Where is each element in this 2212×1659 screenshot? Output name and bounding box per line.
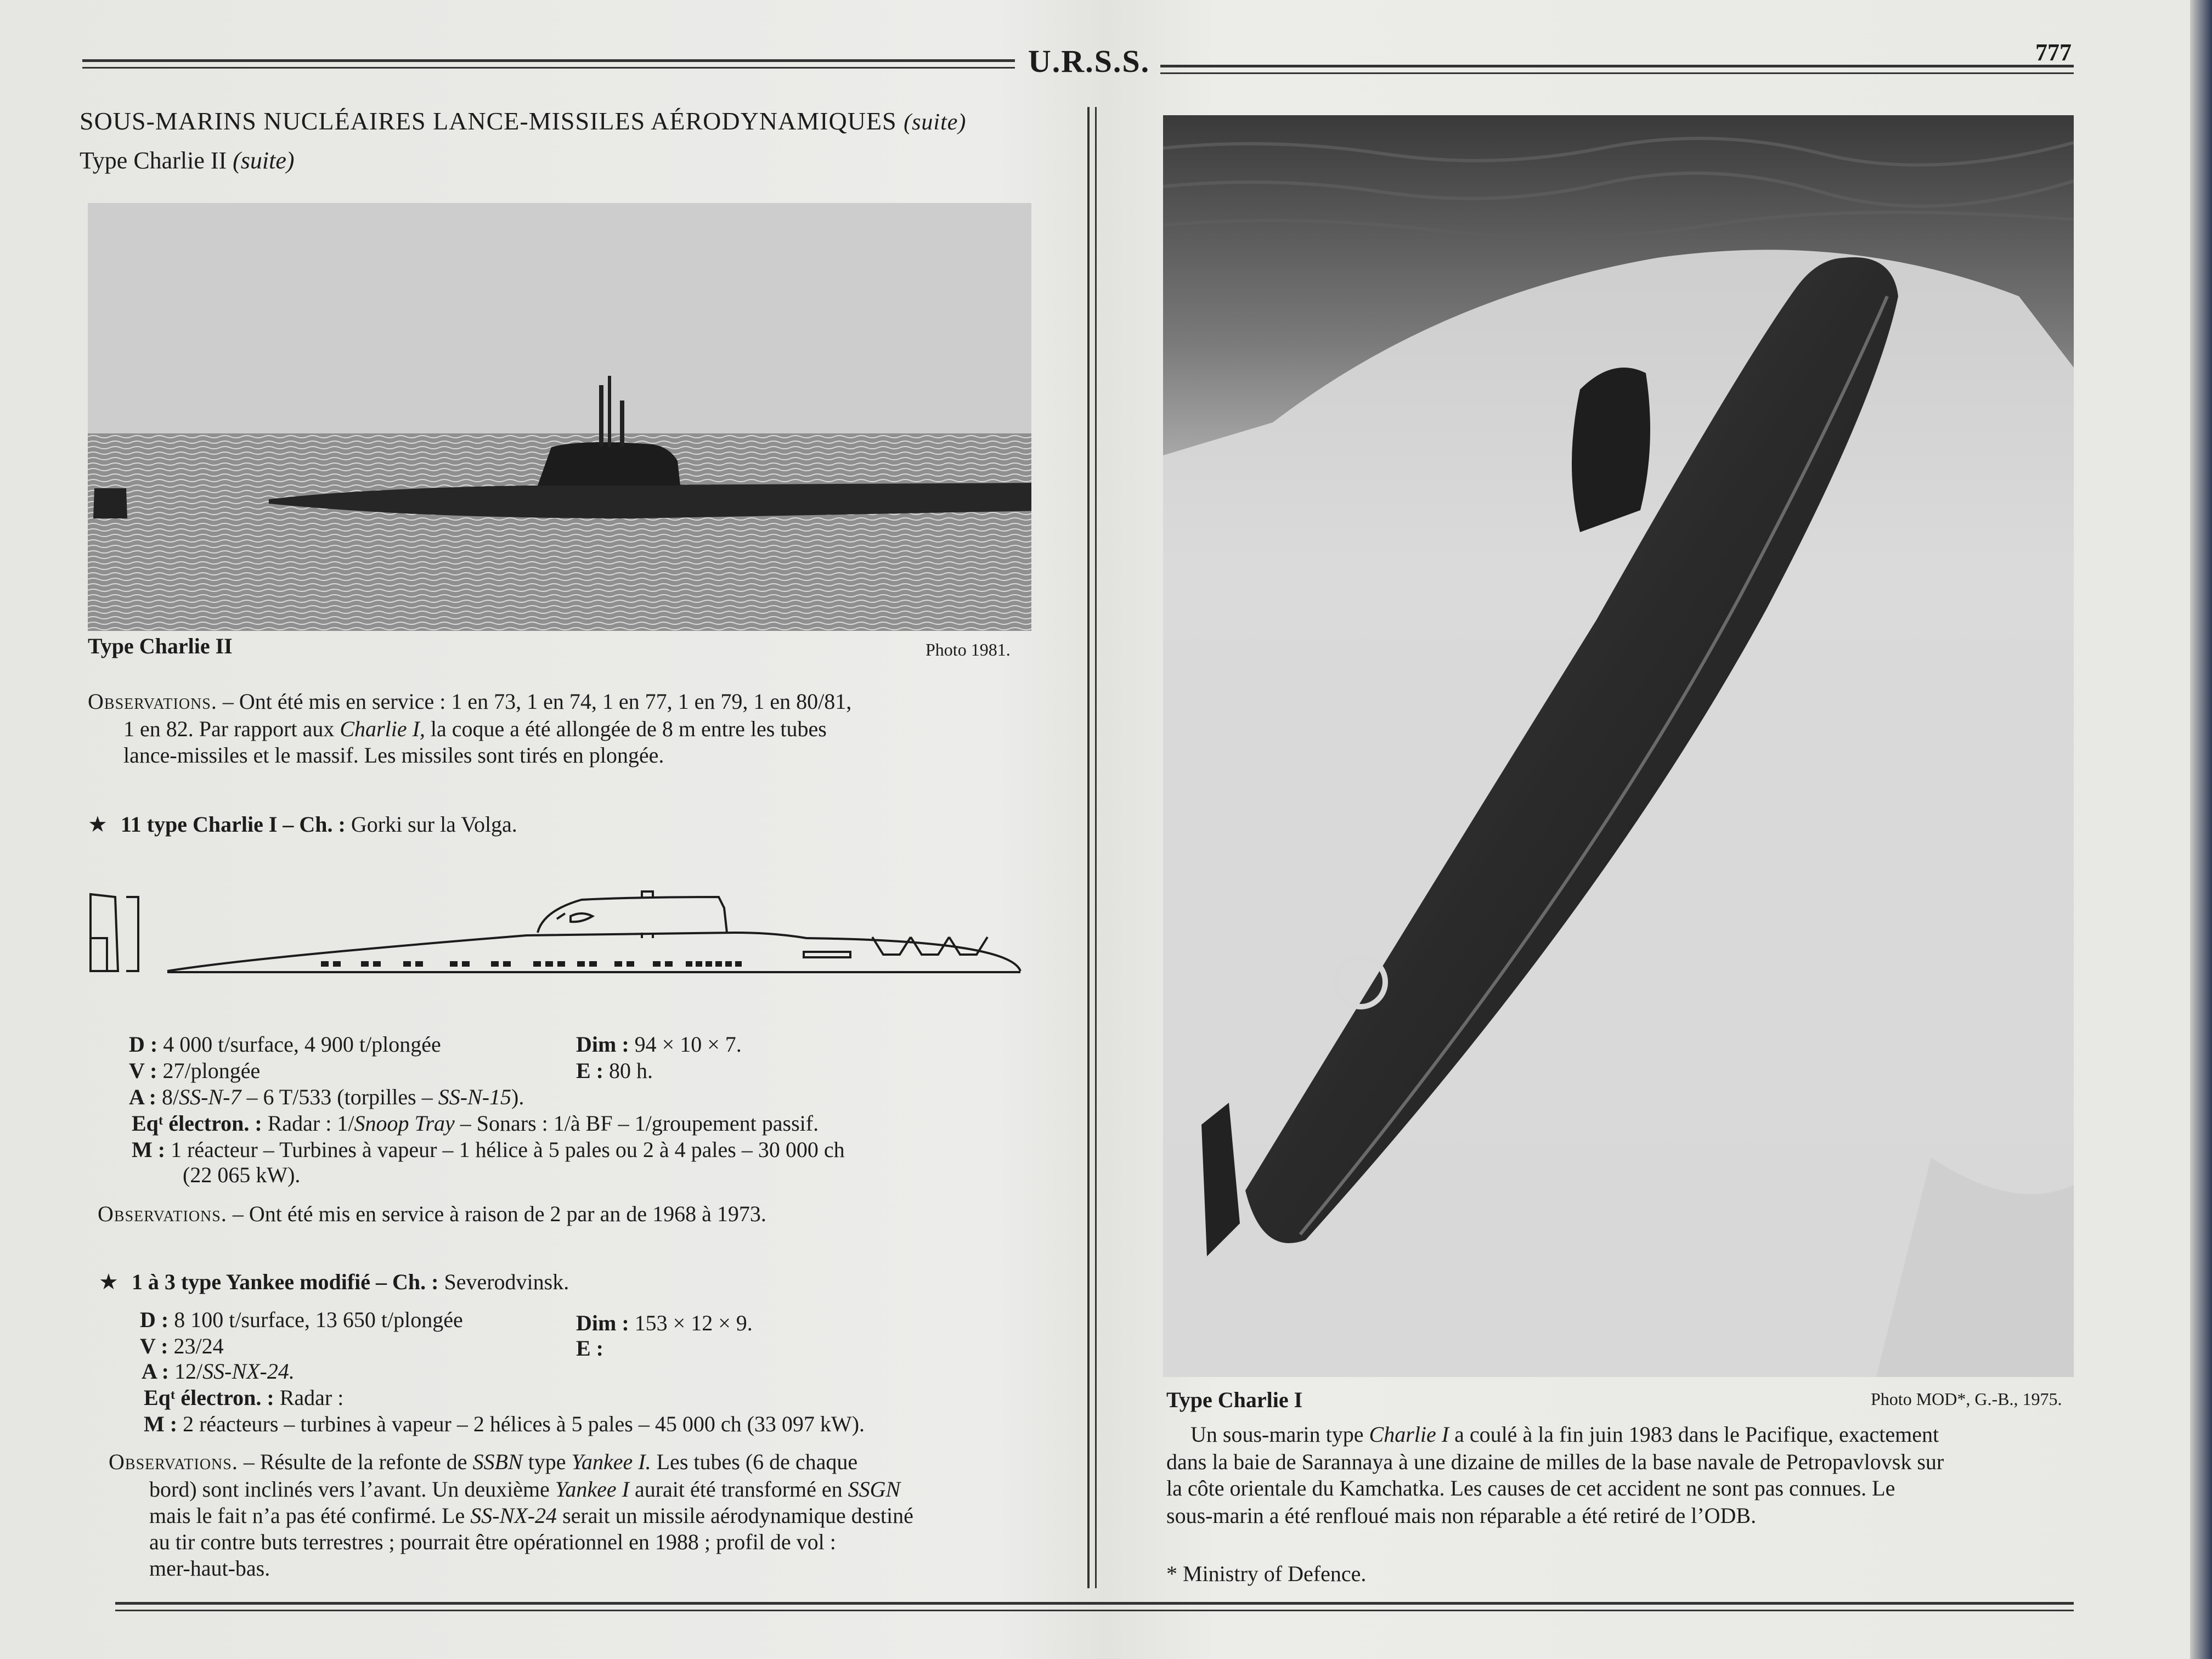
yankee-obs-line5: mer-haut-bas. (149, 1556, 270, 1581)
charlie-i-d-row (129, 1031, 441, 1058)
obs1-text-2: 1 en 82. Par rapport aux (123, 716, 340, 741)
yankee-obs-1c: type (522, 1449, 572, 1474)
charlie-i-eq-label: Eqᵗ électron. : (132, 1111, 262, 1136)
charlie-i-eq-row (132, 1110, 819, 1137)
charlie-i-dim-label: Dim : (576, 1032, 629, 1057)
charlie-i-d-value: 4 000 t/surface, 4 900 t/plongée (163, 1032, 441, 1057)
obs1-text-charlie: Charlie I, (340, 716, 425, 741)
charlie-i-d-label: D : (129, 1032, 158, 1057)
charlie-i-e-value: 80 h. (609, 1058, 653, 1083)
yankee-obs-line1 (109, 1448, 857, 1476)
charlie-i-title: 11 type Charlie I – Ch. : (120, 812, 346, 837)
charlie-i-obs-label: Observations. (98, 1201, 227, 1226)
yankee-obs-2d: SSGN (848, 1477, 901, 1502)
star-icon: ★ (88, 812, 108, 837)
star-icon: ★ (99, 1269, 119, 1294)
charlie-ii-photo-image (88, 203, 1031, 631)
yankee-eq-value: Radar : (279, 1385, 344, 1410)
page-number: 777 (2035, 39, 2072, 66)
yankee-d-label: D : (140, 1307, 169, 1332)
charlie-i-dim-value: 94 × 10 × 7. (634, 1032, 742, 1057)
charlie-i-a-v5: ). (511, 1085, 524, 1109)
obs1-line3: lance-missiles et le massif. Les missiles sont tirés en plongée. (123, 743, 664, 768)
obs1-text-3: la coque a été allongée de 8 m entre les tubes (425, 716, 827, 741)
yankee-obs-3c: serait un missile aérodynamique destiné (557, 1503, 913, 1528)
right-para-line4: sous-marin a été renfloué mais non réparable a été retiré de l’ODB. (1166, 1503, 1757, 1528)
yankee-dim-label: Dim : (576, 1311, 629, 1335)
charlie-i-eq-v1: Radar : 1/ (267, 1111, 354, 1136)
yankee-a-v2: SS-NX-24. (202, 1359, 295, 1384)
yankee-a-row (142, 1358, 295, 1385)
yankee-heading (99, 1268, 569, 1296)
yankee-m-label: M : (144, 1412, 178, 1436)
charlie-i-heading (88, 811, 517, 838)
charlie-i-yard: Gorki sur la Volga. (345, 812, 517, 837)
yankee-obs-1e: Les tubes (6 de chaque (651, 1449, 858, 1474)
right-para-line1 (1190, 1421, 1939, 1448)
yankee-m-row (144, 1411, 865, 1437)
charlie-i-v-row (129, 1058, 260, 1084)
yankee-m-value: 2 réacteurs – turbines à vapeur – 2 hélices à 5 pales – 45 000 ch (33 097 kW). (183, 1412, 865, 1436)
charlie-i-a-label: A : (129, 1085, 156, 1109)
header-rule-right-top (1160, 65, 2074, 67)
charlie-i-m-row (132, 1137, 845, 1163)
right-para-1a: Un sous-marin type (1190, 1422, 1369, 1447)
charlie-i-m-v1: 1 réacteur – Turbines à vapeur – 1 hélice à 5 pales ou 2 à 4 pales – 30 000 ch (171, 1137, 845, 1162)
charlie-i-a-v1: 8/ (162, 1085, 179, 1109)
yankee-obs-2c: aurait été transformé en (629, 1477, 848, 1502)
charlie-i-photo (1163, 115, 2074, 1377)
charlie-ii-caption: Type Charlie II (88, 634, 233, 658)
section-title (80, 108, 966, 136)
charlie-i-e-label: E : (576, 1058, 603, 1083)
yankee-obs-3a: mais le fait n’a pas été confirmé. Le (149, 1503, 471, 1528)
yankee-obs-line2 (149, 1476, 900, 1503)
charlie-i-observations (98, 1200, 766, 1228)
yankee-yard: Severodvinsk. (438, 1269, 569, 1294)
right-para-line3: la côte orientale du Kamchatka. Les causes de cet accident ne sont pas connues. Le (1166, 1476, 1895, 1500)
yankee-obs-1a: – Résulte de la refonte de (243, 1449, 473, 1474)
charlie-i-v-value: 27/plongée (162, 1058, 261, 1083)
charlie-i-caption: Type Charlie I (1166, 1387, 1303, 1412)
charlie-i-m-row2: (22 065 kW). (183, 1163, 301, 1187)
section-title-text: SOUS-MARINS NUCLÉAIRES LANCE-MISSILES AÉRODYNAMIQUES (80, 107, 897, 135)
charlie-i-photo-image (1163, 115, 2074, 1377)
right-para-line2: dans la baie de Sarannaya à une dizaine de milles de la base navale de Petropavlovsk sur (1166, 1449, 1944, 1474)
header-rule-right-bottom (1160, 72, 2074, 74)
charlie-i-eq-v2: Snoop Tray (354, 1111, 455, 1136)
footnote: * Ministry of Defence. (1166, 1561, 1367, 1586)
obs1-text-1: – Ont été mis en service : 1 en 73, 1 en 74, 1 en 77, 1 en 79, 1 en 80/81, (222, 689, 852, 714)
charlie-i-a-v3: – 6 T/533 (torpilles – (241, 1085, 438, 1109)
charlie-i-profile-drawing (88, 889, 1031, 982)
charlie-i-obs-text: – Ont été mis en service à raison de 2 par an de 1968 à 1973. (232, 1201, 766, 1226)
yankee-obs-2b: Yankee I (555, 1477, 629, 1502)
column-divider-right (1095, 107, 1097, 1588)
charlie-i-eq-v3: – Sonars : 1/à BF – 1/groupement passif. (454, 1111, 819, 1136)
charlie-i-a-v4: SS-N-15 (438, 1085, 512, 1109)
yankee-dim-value: 153 × 12 × 9. (634, 1311, 753, 1335)
charlie-ii-photo (88, 203, 1031, 631)
yankee-obs-1d: Yankee I. (571, 1449, 651, 1474)
yankee-dim-row (576, 1310, 753, 1336)
subsection-title-suite: (suite) (233, 147, 295, 174)
charlie-i-a-row (129, 1084, 524, 1110)
yankee-v-value: 23/24 (173, 1334, 224, 1358)
yankee-obs-label: Observations. (109, 1449, 238, 1474)
yankee-eq-label: Eqᵗ électron. : (144, 1385, 274, 1410)
country-heading: U.R.S.S. (1028, 43, 1150, 79)
charlie-i-v-label: V : (129, 1058, 157, 1083)
obs1-line1 (88, 688, 851, 715)
yankee-eq-row (144, 1385, 343, 1411)
charlie-ii-credit: Photo 1981. (926, 640, 1011, 659)
charlie-i-e-row (576, 1058, 653, 1084)
yankee-obs-3b: SS-NX-24 (470, 1503, 557, 1528)
charlie-i-a-v2: SS-N-7 (179, 1085, 241, 1109)
charlie-i-credit: Photo MOD*, G.-B., 1975. (1871, 1389, 2062, 1409)
yankee-title: 1 à 3 type Yankee modifié – Ch. : (131, 1269, 439, 1294)
header-rule-left-bottom (82, 67, 1015, 69)
yankee-a-v1: 12/ (174, 1359, 203, 1384)
obs1-line2 (123, 715, 827, 743)
header-rule-left-top (82, 59, 1015, 62)
bottom-rule-bottom (115, 1610, 2074, 1611)
obs1-label: Observations. (88, 689, 217, 714)
charlie-i-m-label: M : (132, 1137, 166, 1162)
yankee-obs-1b: SSBN (472, 1449, 523, 1474)
right-para-1c: a coulé à la fin juin 1983 dans le Pacifique, exactement (1449, 1422, 1939, 1447)
yankee-a-label: A : (142, 1359, 169, 1384)
yankee-e-label: E : (576, 1336, 603, 1361)
yankee-d-value: 8 100 t/surface, 13 650 t/plongée (174, 1307, 463, 1332)
yankee-obs-line3 (149, 1502, 913, 1530)
section-title-suite: (suite) (904, 110, 967, 135)
right-para-1b: Charlie I (1369, 1422, 1449, 1447)
yankee-d-row (140, 1307, 463, 1333)
subsection-title-text: Type Charlie II (80, 147, 227, 174)
yankee-v-row (140, 1333, 224, 1359)
yankee-obs-2a: bord) sont inclinés vers l’avant. Un deuxième (149, 1477, 555, 1502)
yankee-obs-line4: au tir contre buts terrestres ; pourrait être opérationnel en 1988 ; profil de vol : (149, 1530, 836, 1554)
subsection-title (80, 147, 295, 174)
yankee-v-label: V : (140, 1334, 168, 1358)
column-divider-left (1087, 107, 1090, 1588)
bottom-rule-top (115, 1602, 2074, 1605)
yankee-e-row (576, 1335, 603, 1362)
page-edge (2190, 0, 2212, 1659)
charlie-i-dim-row (576, 1031, 742, 1058)
